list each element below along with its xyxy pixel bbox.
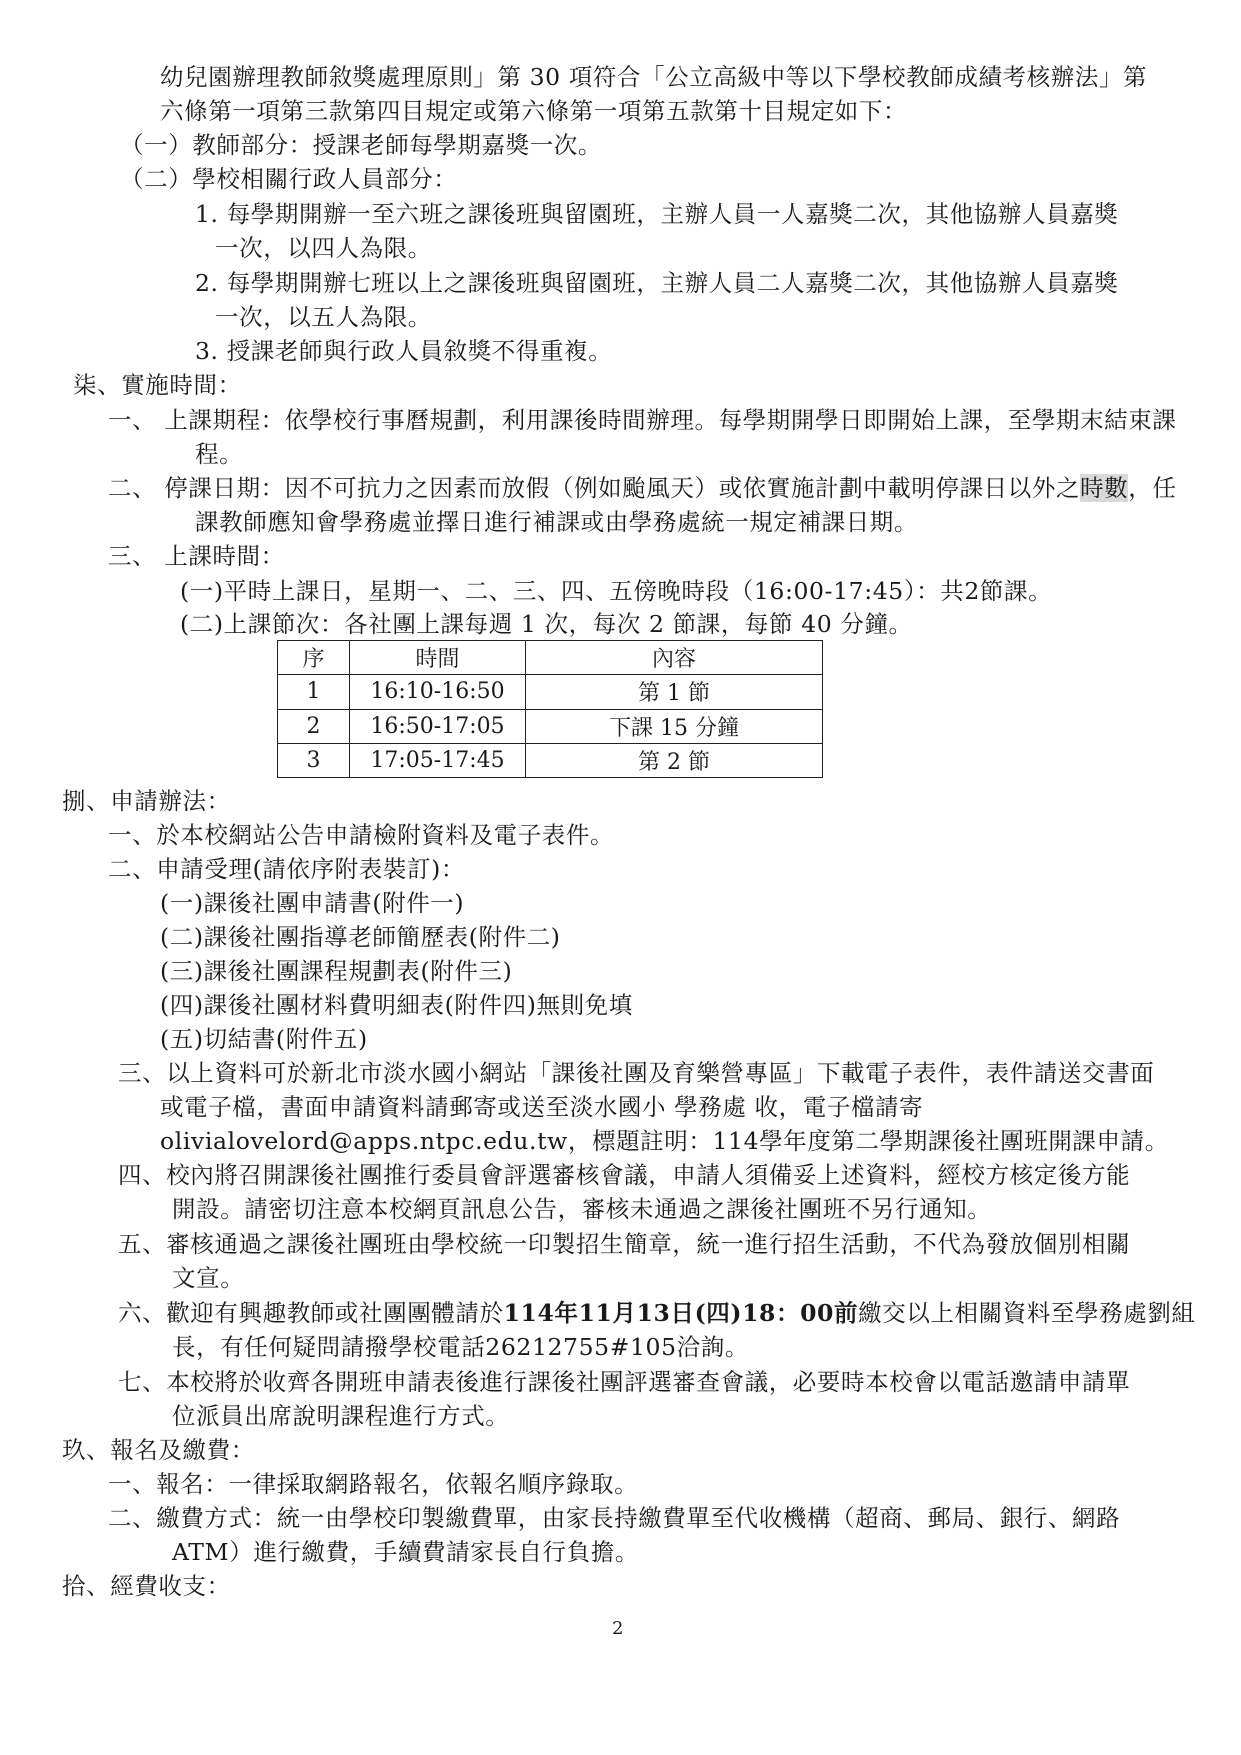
text-line: 3. 授課老師與行政人員敘獎不得重複。 [195,337,613,365]
text-line: 1. 每學期開辦一至六班之課後班與留園班，主辦人員一人嘉獎二次，其他協辦人員嘉獎 [195,200,1119,228]
text-line: 一次，以四人為限。 [215,234,432,262]
text-line: (一)平時上課日，星期一、二、三、四、五傍晚時段（16:00-17:45）：共2節課。 [180,577,1053,605]
table-cell: 2 [278,709,350,743]
table-cell: 3 [278,743,350,777]
text-line: 七、本校將於收齊各開班申請表後進行課後社團評選審查會議，必要時本校會以電話邀請申請單 [118,1368,1131,1396]
section-heading: 捌、申請辦法： [62,787,231,815]
schedule-table [277,640,823,778]
table-header: 內容 [526,641,823,675]
text-line: (三)課後社團課程規劃表(附件三) [160,957,513,985]
table-cell: 第 2 節 [526,743,823,777]
text-line: (四)課後社團材料費明細表(附件四)無則免填 [160,991,633,1019]
table-cell: 16:50-17:05 [350,709,526,743]
table-row [278,743,823,777]
table-row [278,709,823,743]
text-line: 一、 上課期程：依學校行事曆規劃，利用課後時間辦理。每學期開學日即開始上課，至學期末結束課 [108,406,1177,434]
text-line: （一）教師部分：授課老師每學期嘉獎一次。 [120,131,602,159]
section-heading: 拾、經費收支： [62,1572,231,1600]
table-cell: 17:05-17:45 [350,743,526,777]
text-line: 二、 停課日期：因不可抗力之因素而放假（例如颱風天）或依實施計劃中載明停課日以外之時數，任 [108,474,1177,502]
text-line: olivialovelord@apps.ntpc.edu.tw，標題註明：114學年度第二學期課後社團班開課申請。 [160,1127,1169,1155]
deadline-text: 114年11月13日(四)18：00前 [503,1299,859,1327]
text-line: 二、申請受理(請依序附表裝訂)： [108,855,465,883]
table-cell: 第 1 節 [526,675,823,709]
text-line: (二)課後社團指導老師簡歷表(附件二) [160,923,561,951]
text-line: 或電子檔，書面申請資料請郵寄或送至淡水國小 學務處 收，電子檔請寄 [160,1093,924,1121]
text-line: 三、以上資料可於新北市淡水國小網站「課後社團及育樂營專區」下載電子表件，表件請送交書面 [118,1059,1155,1087]
text-line: 長，有任何疑問請撥學校電話26212755#105洽詢。 [172,1333,749,1361]
section-heading: 玖、報名及繳費： [62,1436,255,1464]
text-line: 一、於本校網站公告申請檢附資料及電子表件。 [108,821,615,849]
text-line: 位派員出席說明課程進行方式。 [172,1402,510,1430]
text-line: 一、報名：一律採取網路報名，依報名順序錄取。 [108,1470,639,1498]
text-line: (一)課後社團申請書(附件一) [160,889,465,917]
text-line: 開設。請密切注意本校網頁訊息公告，審核未通過之課後社團班不另行通知。 [172,1195,992,1223]
text-line: 二、繳費方式：統一由學校印製繳費單，由家長持繳費單至代收機構（超商、郵局、銀行、網路 [108,1504,1121,1532]
text-line: ATM）進行繳費，手續費請家長自行負擔。 [172,1538,639,1566]
text-line: 四、校內將召開課後社團推行委員會評選審核會議，申請人須備妥上述資料，經校方核定後方能 [118,1161,1131,1189]
text-line: 三、 上課時間： [108,542,285,570]
text-line: 五、審核通過之課後社團班由學校統一印製招生簡章，統一進行招生活動，不代為發放個別相關 [118,1230,1131,1258]
section-heading: 柒、實施時間： [73,371,242,399]
text-line: 2. 每學期開辦七班以上之課後班與留園班，主辦人員二人嘉獎二次，其他協辦人員嘉獎 [195,269,1119,297]
text-line: (五)切結書(附件五) [160,1025,368,1053]
text-line: 六、歡迎有興趣教師或社團團體請於114年11月13日(四)18：00前繳交以上相關資料至學務處劉組 [118,1299,1196,1327]
table-header: 時間 [350,641,526,675]
table-row [278,675,823,709]
table-header-row [278,641,823,675]
text-line: 一次，以五人為限。 [215,303,432,331]
table-header: 序 [278,641,350,675]
table-cell: 1 [278,675,350,709]
text-line: 課教師應知會學務處並擇日進行補課或由學務處統一規定補課日期。 [195,508,918,536]
text-line: 六條第一項第三款第四目規定或第六條第一項第五款第十目規定如下： [160,97,908,125]
text-line: (二)上課節次：各社團上課每週 1 次，每次 2 節課，每節 40 分鐘。 [180,610,913,638]
page-number: 2 [612,1618,624,1639]
text-line: 程。 [195,440,244,468]
text-line: （二）學校相關行政人員部分： [120,165,458,193]
text-line: 文宣。 [172,1264,245,1292]
table-cell: 下課 15 分鐘 [526,709,823,743]
highlighted-text: 時數 [1080,474,1129,502]
text-line: 幼兒園辦理教師敘獎處理原則」第 30 項符合「公立高級中等以下學校教師成績考核辦法」第 [160,63,1148,91]
table-cell: 16:10-16:50 [350,675,526,709]
